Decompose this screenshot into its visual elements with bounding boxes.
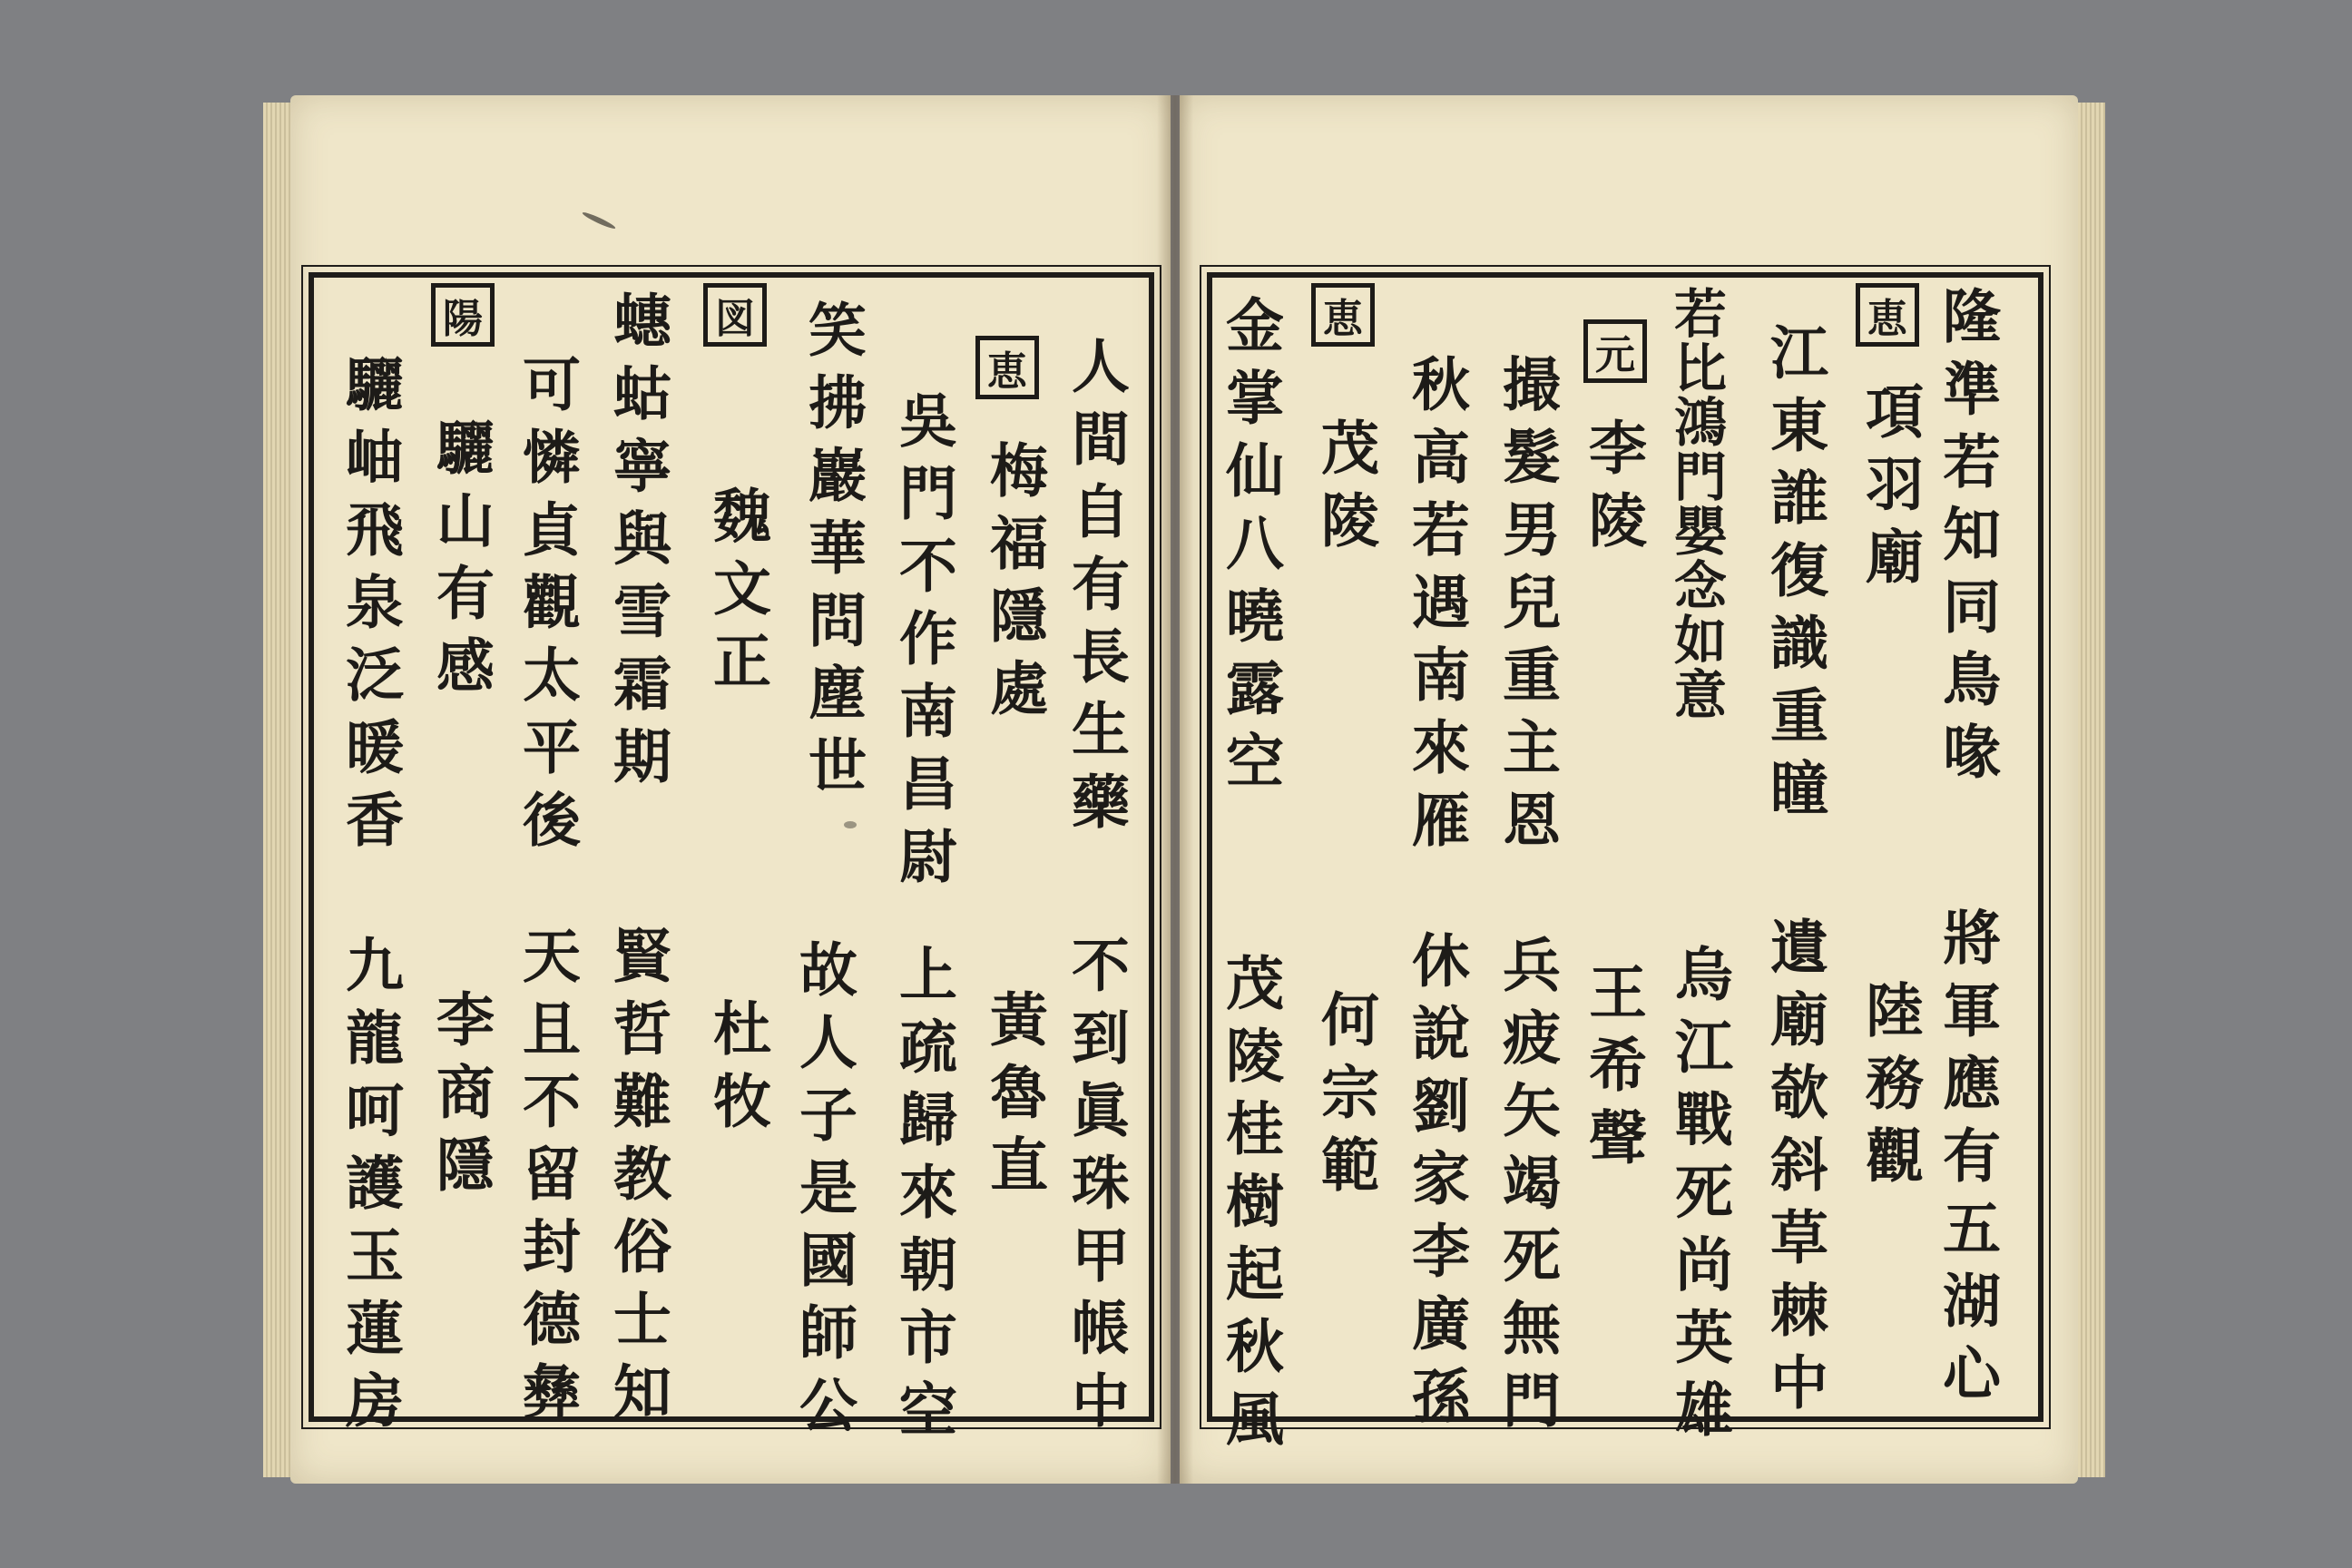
poem-author: 陸務觀 — [1856, 980, 1924, 1198]
poem-line: 蟪蛄寧與雪霜期 — [603, 290, 671, 799]
poem-line: 兵疲矢竭死無門 — [1493, 935, 1561, 1443]
poem-author: 驪山有感 — [426, 417, 495, 708]
category-header: 図 — [703, 283, 767, 347]
poem-line: 天且不留封德彝 — [513, 926, 581, 1434]
poem-line: 九龍呵護玉蓮房 — [336, 935, 404, 1443]
poem-line: 故人子是國師公 — [789, 939, 858, 1447]
category-header: 元 — [1583, 319, 1647, 383]
poem-line: 撮髮男兒重主恩 — [1493, 354, 1561, 862]
poem-line: 賢哲難教俗士知 — [603, 926, 671, 1434]
category-header: 恵 — [1311, 283, 1375, 347]
poem-author: 黃魯直 — [980, 989, 1048, 1207]
poem-line: 不到眞珠甲帳中 — [1062, 935, 1130, 1443]
poem-line: 金掌仙八曉露空 — [1216, 295, 1284, 803]
poem-author: 李陵 — [1579, 417, 1647, 563]
poem-author: 茂陵 — [1311, 417, 1379, 563]
category-header: 陽 — [431, 283, 495, 347]
poem-line: 笑拂巖華問塵世 — [799, 299, 867, 808]
poem-author: 何宗範 — [1311, 989, 1379, 1207]
poem-line: 休說劉家李廣孫 — [1402, 930, 1470, 1438]
poem-line: 烏江戰死尚英雄 — [1665, 944, 1733, 1452]
poem-line: 上疏歸來朝市空 — [889, 944, 957, 1452]
poem-line: 驪岫飛泉泛暖香 — [336, 354, 404, 862]
poem-line: 吳門不作南昌尉 — [889, 390, 957, 898]
poem-line: 江東誰復識重瞳 — [1760, 322, 1828, 830]
category-header: 恵 — [1856, 283, 1919, 347]
poem-line: 隆準若知同鳥喙 — [1933, 286, 2001, 794]
poem-author: 李商隱 — [426, 989, 495, 1207]
poem-line: 人間自有長生藥 — [1062, 336, 1130, 844]
poem-line: 茂陵桂樹起秋風 — [1216, 953, 1284, 1461]
poem-author: 杜牧 — [703, 998, 771, 1143]
poem-author: 魏文正 — [703, 485, 771, 703]
poem-author: 梅福隱處 — [980, 440, 1048, 730]
poem-line: 若比鴻門嬰念如意 — [1665, 286, 1727, 721]
poem-line: 將軍應有五湖心 — [1933, 907, 2001, 1416]
poem-line: 可憐貞觀太平後 — [513, 354, 581, 862]
poem-line: 秋高若遇南來雁 — [1402, 354, 1470, 862]
ink-speck — [844, 821, 857, 828]
poem-line: 遺廟欹斜草棘中 — [1760, 916, 1828, 1425]
category-header: 恵 — [975, 336, 1039, 399]
book-gutter — [1157, 95, 1193, 1484]
poem-author: 項羽廟 — [1856, 381, 1924, 599]
poem-author: 王希聲 — [1579, 962, 1647, 1180]
